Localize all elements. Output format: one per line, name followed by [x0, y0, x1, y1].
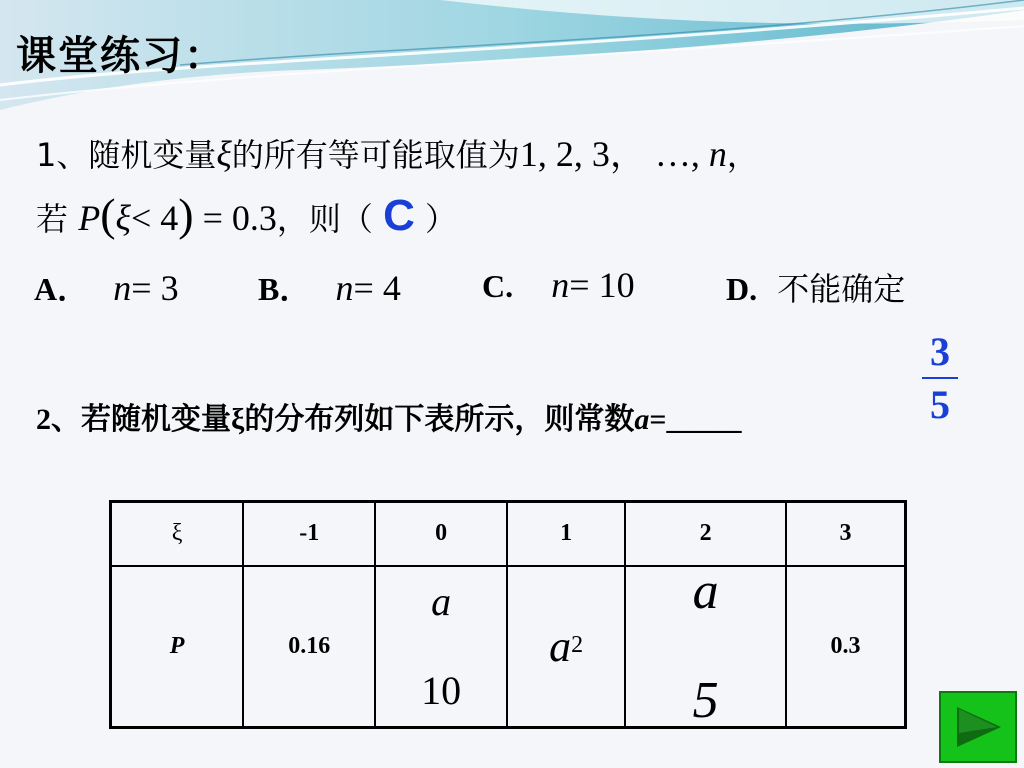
fraction-bar: [922, 377, 958, 379]
header-cell: 2: [625, 502, 786, 566]
table-prob-row: [111, 566, 906, 728]
q1-end: ，: [726, 136, 759, 174]
q2-a: a: [634, 403, 650, 436]
q2-text: 2、若随机变量ξ的分布列如下表所示，则常数: [36, 403, 635, 436]
prob-cell-3: 0.3: [786, 566, 905, 728]
a-squared-base: a: [549, 621, 572, 671]
q1-then: ，则（: [276, 200, 373, 238]
option-d-label: D.: [726, 271, 758, 307]
header-cell: 1: [507, 502, 625, 566]
q1-close: ）: [425, 200, 458, 238]
prob-cell-2: [625, 562, 786, 729]
q1-line2: [36, 188, 457, 241]
row-label-P: P: [111, 566, 244, 728]
q2-blank: =_____: [649, 403, 742, 436]
numerator: a: [692, 562, 719, 620]
q2-answer-fraction: [922, 328, 958, 428]
option-d: [726, 264, 905, 310]
slide-title: 课堂练习：: [16, 33, 226, 79]
header-cell: 0: [375, 502, 507, 566]
q2-answer-denominator: 5: [930, 382, 950, 427]
option-c: [482, 264, 635, 306]
table-header-row: [111, 502, 906, 566]
q2-answer-numerator: 3: [930, 329, 950, 374]
q1-n: n: [708, 134, 727, 174]
denominator: 5: [692, 671, 719, 729]
next-slide-button[interactable]: [939, 691, 1017, 763]
option-b: [258, 264, 401, 310]
prob-cell-minus1: 0.16: [243, 566, 375, 728]
option-c-label: C.: [482, 268, 514, 304]
option-b-expr: = 4: [353, 268, 401, 308]
q1-prefix: 1、随机变量: [36, 136, 217, 174]
header-cell: 3: [786, 502, 905, 566]
option-c-expr: = 10: [569, 265, 635, 305]
right-paren: ): [178, 189, 194, 240]
prob-cell-0: [375, 566, 507, 728]
q1-mid: 的所有等可能取值为: [231, 136, 520, 174]
left-paren: (: [100, 189, 116, 240]
option-b-label: B．: [258, 271, 312, 307]
fraction-a-over-10: [421, 578, 462, 713]
option-a-n: n: [113, 268, 132, 308]
xi-symbol: ξ: [216, 134, 232, 174]
distribution-table: [109, 500, 907, 729]
option-c-n: n: [551, 265, 570, 305]
eq-value: = 0.3: [193, 198, 277, 238]
prob-P: P: [78, 198, 101, 238]
q1-line1: [36, 126, 759, 177]
header-cell: -1: [243, 502, 375, 566]
option-d-text: 不能确定: [777, 270, 906, 308]
q1-if: 若: [36, 200, 69, 238]
option-a-expr: = 3: [131, 268, 179, 308]
q1-values: 1, 2, 3， …,: [519, 134, 709, 174]
option-b-n: n: [335, 268, 354, 308]
ineq: < 4: [130, 198, 179, 238]
a-squared-exp: 2: [571, 631, 584, 658]
option-a: [34, 264, 179, 310]
denominator: 10: [421, 667, 462, 713]
play-arrow-icon: [953, 703, 1005, 751]
option-a-label: A．: [34, 271, 90, 307]
prob-cell-1: [507, 566, 625, 728]
q1-answer: C: [383, 191, 415, 240]
xi-symbol-2: ξ: [115, 198, 131, 238]
numerator: a: [431, 578, 452, 624]
header-xi: ξ: [111, 502, 244, 566]
fraction-a-over-5: [692, 562, 719, 729]
q2-line: [36, 394, 741, 438]
